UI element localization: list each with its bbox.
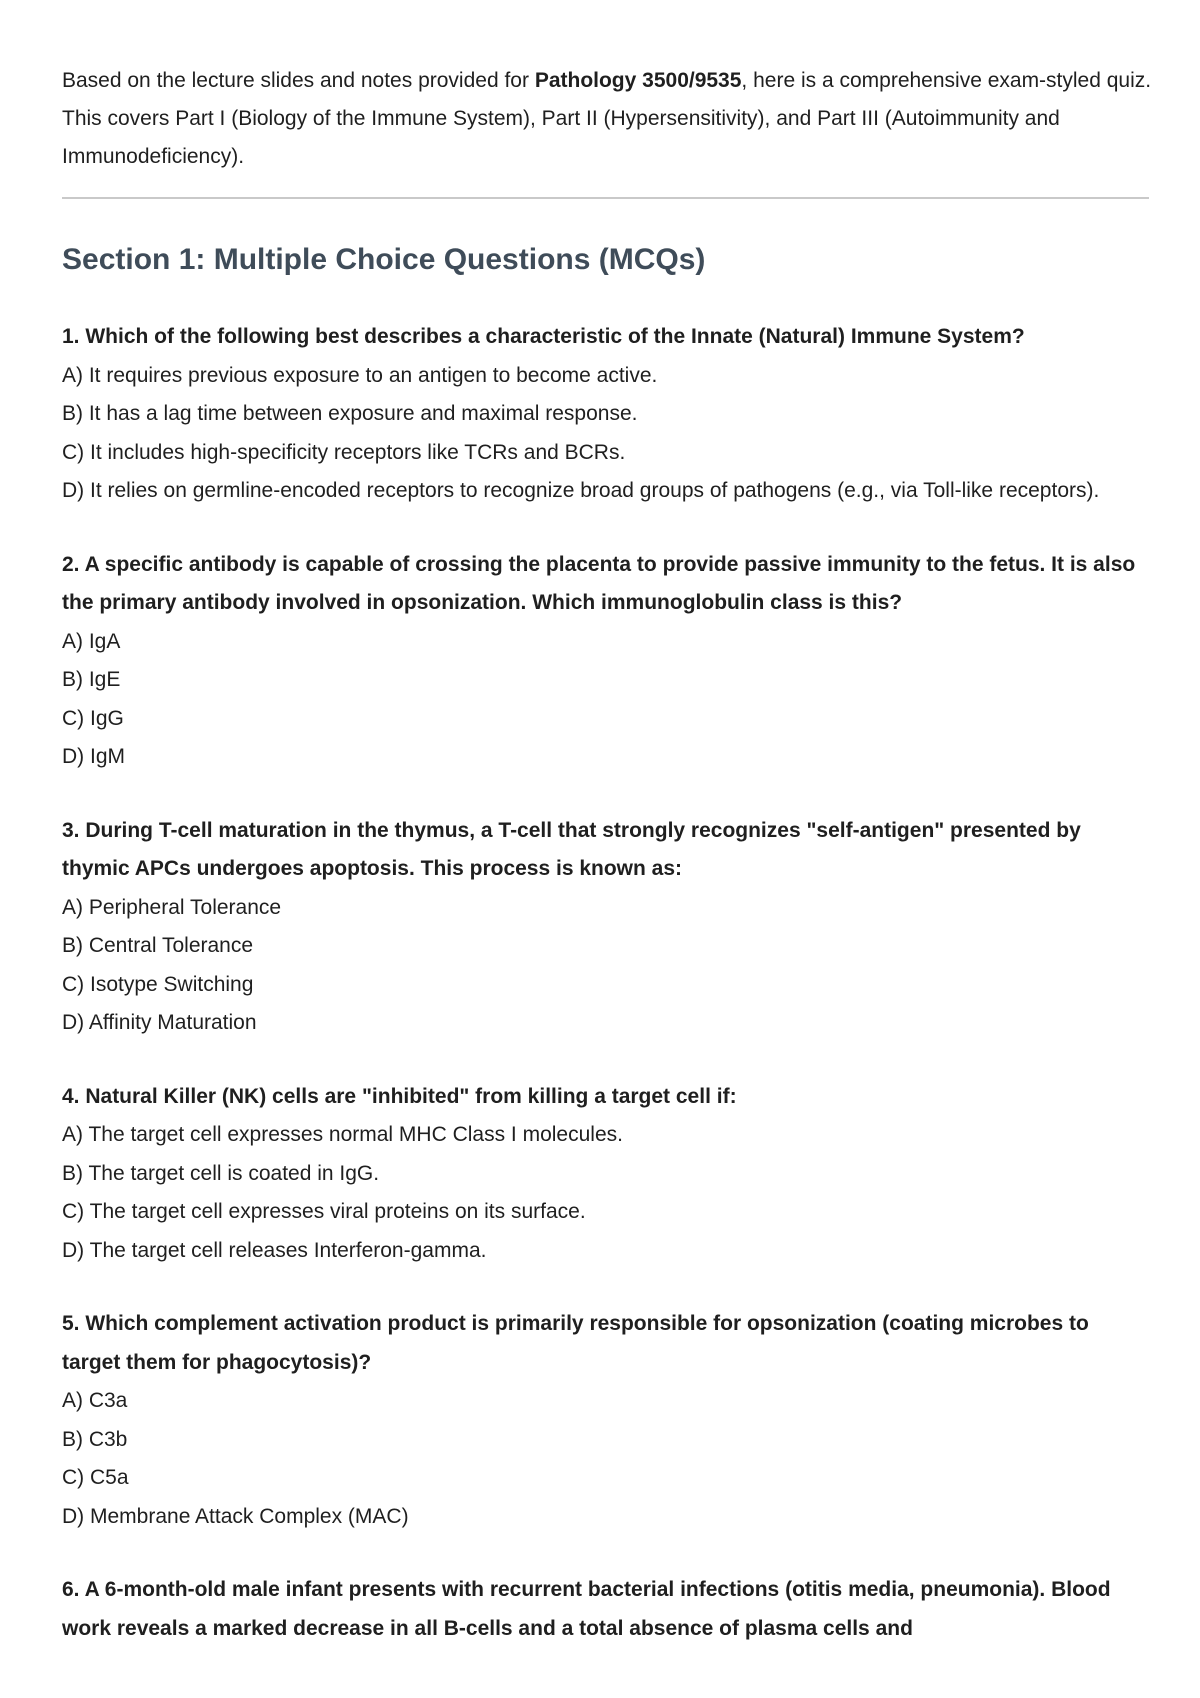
answer-option: A) It requires previous exposure to an antigen to become active. — [62, 363, 658, 387]
question-stem: 5. Which complement activation product is primarily responsible for opsonization (coating microbes to target them for phagocytosis)? — [62, 1312, 1089, 1374]
question-stem: 6. A 6-month-old male infant presents with recurrent bacterial infections (otitis media, pneumonia). Blood work reveals a marked decrease in all B-cells and a total absence of plasma cells and — [62, 1578, 1111, 1640]
question-stem: 4. Natural Killer (NK) cells are "inhibited" from killing a target cell if: — [62, 1084, 737, 1108]
question-5 — [62, 1305, 1152, 1536]
question-1 — [62, 318, 1152, 511]
question-stem: 3. During T-cell maturation in the thymus, a T-cell that strongly recognizes "self-antigen" presented by thymic APCs undergoes apoptosis. This process is known as: — [62, 818, 1081, 880]
answer-option: A) IgA — [62, 629, 121, 653]
question-4 — [62, 1078, 1152, 1271]
question-2 — [62, 546, 1152, 777]
answer-option: A) C3a — [62, 1389, 128, 1412]
question-6 — [62, 1571, 1152, 1648]
answer-option: D) The target cell releases Interferon-gamma. — [62, 1238, 487, 1262]
intro-paragraph — [62, 62, 1152, 176]
answer-option: D) Membrane Attack Complex (MAC) — [62, 1504, 409, 1528]
answer-option: C) IgG — [62, 706, 124, 730]
answer-option: B) C3b — [62, 1427, 128, 1451]
answer-option: B) It has a lag time between exposure and maximal response. — [62, 402, 638, 425]
answer-option: C) It includes high-specificity receptors like TCRs and BCRs. — [62, 440, 626, 464]
answer-option: D) IgM — [62, 745, 125, 768]
document-page — [62, 62, 1152, 1648]
answer-option: D) It relies on germline-encoded receptors to recognize broad groups of pathogens (e.g., via Toll-like receptors). — [62, 479, 1100, 502]
course-name: Pathology 3500/9535 — [534, 69, 742, 92]
answer-option: C) Isotype Switching — [62, 972, 254, 996]
intro-text-end: , here is a comprehensive exam-styled quiz. This covers Part I (Biology of the Immune System), Part II (Hypersensitivity), and Part III (Autoimmunity and Immunodeficiency). — [62, 69, 1152, 168]
answer-option: C) The target cell expresses viral proteins on its surface. — [62, 1200, 586, 1223]
horizontal-divider — [62, 197, 1149, 199]
question-3 — [62, 812, 1152, 1043]
question-list — [62, 318, 1152, 1648]
section-title: Section 1: Multiple Choice Questions (MCQs) — [62, 243, 706, 276]
answer-option: B) IgE — [62, 668, 121, 691]
question-stem: 1. Which of the following best describes a characteristic of the Innate (Natural) Immune System? — [62, 325, 1025, 348]
answer-option: B) Central Tolerance — [62, 934, 254, 957]
answer-option: B) The target cell is coated in IgG. — [62, 1161, 380, 1185]
question-stem: 2. A specific antibody is capable of crossing the placenta to provide passive immunity to the fetus. It is also the primary antibody involved in opsonization. Which immunoglobulin class is this? — [62, 552, 1136, 614]
answer-option: C) C5a — [62, 1466, 129, 1489]
answer-option: D) Affinity Maturation — [62, 1011, 257, 1034]
answer-option: A) The target cell expresses normal MHC Class I molecules. — [62, 1123, 623, 1146]
intro-text-start: Based on the lecture slides and notes provided for — [62, 69, 535, 92]
answer-option: A) Peripheral Tolerance — [62, 895, 282, 919]
